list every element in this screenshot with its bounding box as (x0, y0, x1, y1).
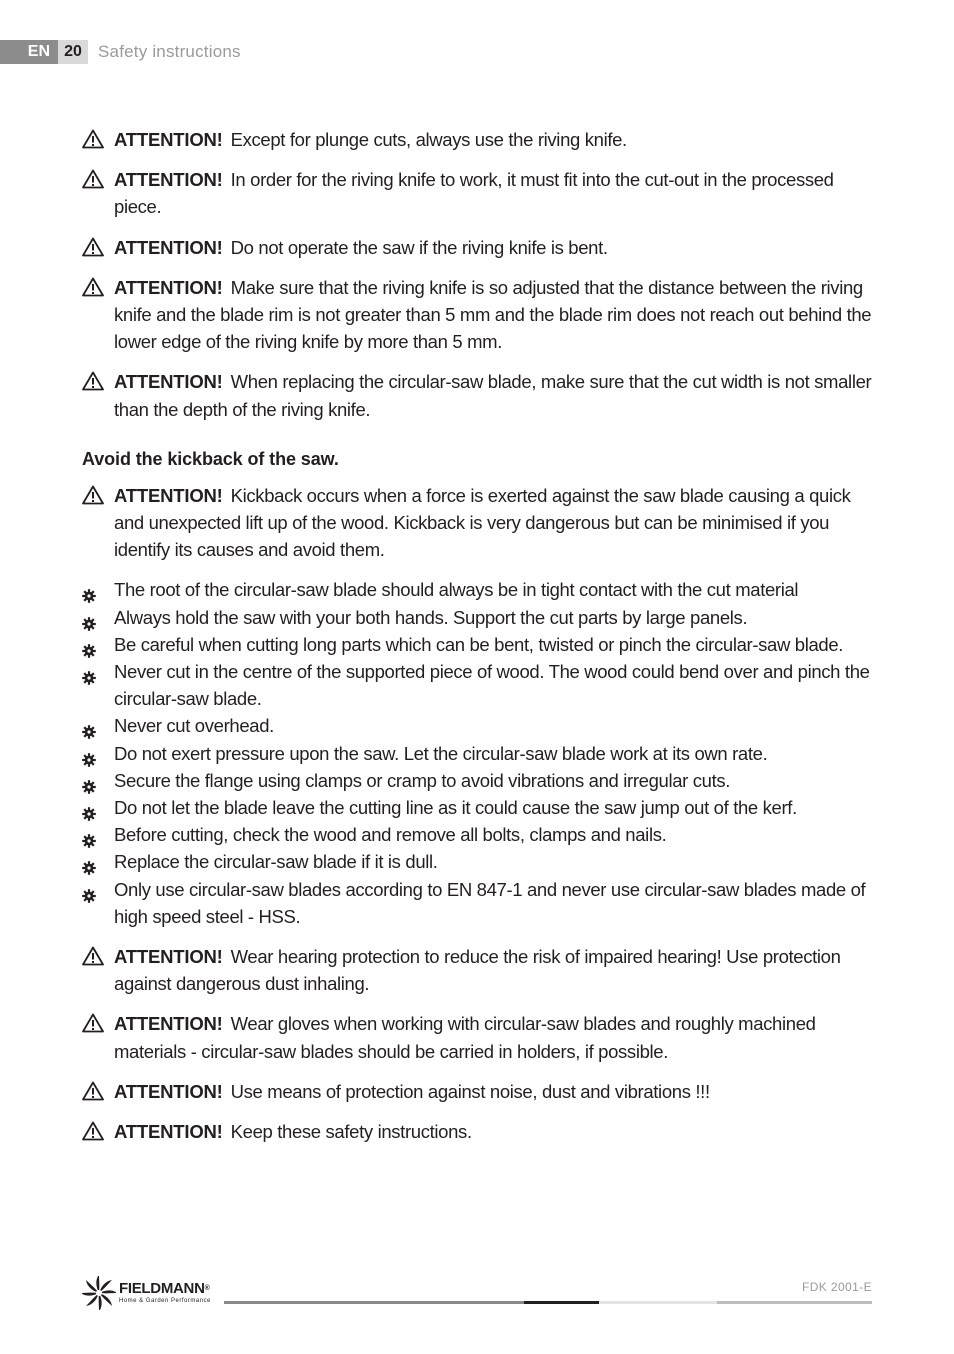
warning-text: Except for plunge cuts, always use the riving knife. (230, 129, 627, 150)
language-tag: EN (0, 40, 58, 64)
gear-bullet-icon (82, 828, 96, 842)
attention-label: ATTENTION! (114, 371, 223, 393)
gear-bullet-icon (82, 801, 96, 815)
list-item-text: Secure the flange using clamps or cramp to avoid vibrations and irregular cuts. (114, 769, 731, 791)
attention-label: ATTENTION! (114, 1080, 223, 1102)
warning-triangle-icon (82, 1121, 104, 1141)
fan-logo-icon (82, 1276, 116, 1310)
warning-triangle-icon (82, 1081, 104, 1101)
brand-logo (82, 1276, 211, 1310)
warning-text: Wear hearing protection to reduce the risk of impaired hearing! Use protection against dangerous dust inhaling. (114, 946, 841, 995)
warning-text: Wear gloves when working with circular-saw blades and roughly machined materials - circular-saw blades should be carried in holders, if possible. (114, 1013, 816, 1062)
footer-line-light (599, 1301, 717, 1304)
list-item-text: Always hold the saw with your both hands. Support the cut parts by large panels. (114, 606, 748, 628)
footer-line-dark (524, 1301, 599, 1304)
warning-triangle-icon (82, 946, 104, 966)
warning-item (82, 234, 874, 261)
list-item (82, 658, 874, 712)
list-item (82, 712, 874, 739)
list-item-text: The root of the circular-saw blade should always be in tight contact with the cut material (114, 579, 799, 601)
list-item (82, 876, 874, 930)
gear-bullet-icon (82, 583, 96, 597)
page-header (0, 40, 241, 64)
gear-bullet-icon (82, 638, 96, 652)
gear-bullet-icon (82, 883, 96, 897)
brand-tagline: Home & Garden Performance (119, 1298, 211, 1304)
warning-text: Keep these safety instructions. (230, 1121, 472, 1143)
attention-label: ATTENTION! (114, 276, 223, 298)
warning-triangle-icon (82, 129, 104, 149)
list-item (82, 794, 874, 821)
footer-line-mid (717, 1301, 872, 1304)
warning-triangle-icon (82, 1013, 104, 1033)
warning-text: Kickback occurs when a force is exerted against the saw blade causing a quick and unexpected lift up of the wood. Kickback is very dangerous but can be minimised if you identify its causes and avoid them. (114, 484, 851, 561)
section-heading: Avoid the kickback of the saw. (82, 448, 339, 469)
registered-mark: ® (204, 1285, 210, 1292)
footer-line-gray (224, 1301, 524, 1304)
warning-text: When replacing the circular-saw blade, make sure that the cut width is not smaller than the depth of the riving knife. (114, 371, 872, 420)
warning-triangle-icon (82, 371, 104, 391)
list-item-text: Do not let the blade leave the cutting line as it could cause the saw jump out of the kerf. (114, 797, 797, 819)
list-item-text: Before cutting, check the wood and remove all bolts, clamps and nails. (114, 824, 667, 846)
list-item (82, 848, 874, 875)
content (82, 126, 874, 1158)
warning-text: In order for the riving knife to work, it must fit into the cut-out in the processed piece. (114, 169, 834, 218)
attention-label: ATTENTION! (114, 1121, 223, 1143)
warning-item (82, 482, 874, 564)
warning-triangle-icon (82, 485, 104, 505)
warning-triangle-icon (82, 277, 104, 297)
warning-text: Do not operate the saw if the riving knife is bent. (230, 236, 608, 258)
attention-label: ATTENTION! (114, 236, 223, 258)
page-number: 20 (58, 40, 88, 64)
warning-item (82, 126, 874, 153)
list-item (82, 604, 874, 631)
list-item-text: Be careful when cutting long parts which can be bent, twisted or pinch the circular-saw blade. (114, 633, 844, 655)
brand-name-text: FIELDMANN (119, 1280, 205, 1297)
attention-label: ATTENTION! (114, 169, 223, 191)
brand-name (119, 1281, 211, 1297)
list-item-text: Only use circular-saw blades according to EN 847-1 and never use circular-saw blades made of high speed steel - HSS. (114, 878, 866, 927)
warning-triangle-icon (82, 169, 104, 189)
warning-triangle-icon (82, 237, 104, 257)
warning-text: Use means of protection against noise, dust and vibrations !!! (230, 1080, 710, 1102)
list-item-text: Replace the circular-saw blade if it is dull. (114, 851, 438, 873)
attention-label: ATTENTION! (114, 1013, 223, 1035)
warning-item (82, 1010, 874, 1064)
gear-bullet-icon (82, 665, 96, 679)
attention-label: ATTENTION! (114, 946, 223, 968)
warning-text: Make sure that the riving knife is so adjusted that the distance between the riving knife and the blade rim is not greater than 5 mm and the blade rim does not reach out behind the lower edge of the riving knife by more than 5 mm. (114, 276, 872, 353)
gear-bullet-icon (82, 611, 96, 625)
warning-item (82, 943, 874, 997)
list-item-text: Never cut in the centre of the supported piece of wood. The wood could bend over and pinch the circular-saw blade. (114, 661, 870, 710)
warning-item (82, 1118, 874, 1145)
list-item (82, 576, 874, 603)
gear-bullet-icon (82, 719, 96, 733)
attention-label: ATTENTION! (114, 484, 223, 506)
list-item (82, 740, 874, 767)
list-item (82, 821, 874, 848)
gear-bullet-icon (82, 747, 96, 761)
warning-item (82, 166, 874, 220)
warning-item (82, 368, 874, 422)
list-item-text: Do not exert pressure upon the saw. Let the circular-saw blade work at its own rate. (114, 742, 768, 764)
list-item (82, 631, 874, 658)
gear-bullet-icon (82, 855, 96, 869)
logo-text (119, 1281, 211, 1305)
list-item-text: Never cut overhead. (114, 715, 274, 737)
list-item (82, 767, 874, 794)
model-number: FDK 2001-E (801, 1280, 872, 1294)
section-title: Safety instructions (98, 42, 241, 61)
bullet-list (82, 576, 874, 930)
attention-label: ATTENTION! (114, 129, 223, 150)
warning-item (82, 274, 874, 356)
gear-bullet-icon (82, 774, 96, 788)
warning-item (82, 1078, 874, 1105)
